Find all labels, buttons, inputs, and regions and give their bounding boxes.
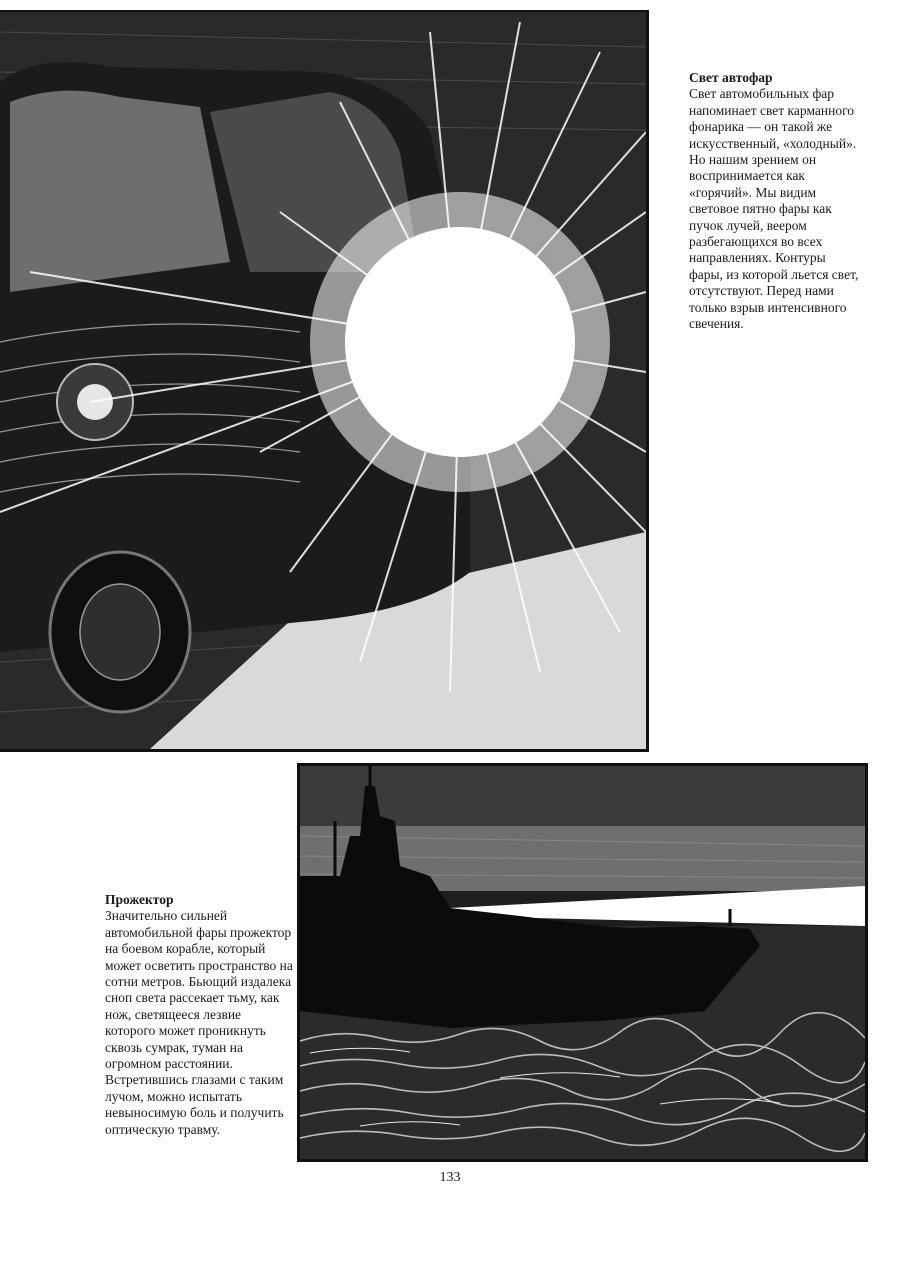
headlight-caption [689,70,859,333]
searchlight-illustration [297,763,868,1162]
searchlight-caption-body: Значительно сильней автомобильной фары прожектор на боевом корабле, который может осветить пространство на сотни метров. Бьющий издалека сноп света рассекает тьму, как нож, светящееся лезвие которого может проникнуть сквозь сумрак, туман на огромном расстоянии. Встретившись глазами с таким лучом, можно испытать невыносимую боль и получить оптическую травму. [105,908,293,1137]
headlight-caption-body: Свет автомобильных фар напоминает свет карманного фонарика — он такой же искусственный, «холодный». Но нашим зрением он воспринимается как «горячий». Мы видим световое пятно фары как пучок лучей, веером разбегающихся во всех направлениях. Контуры фары, из которой льется свет, отсутствуют. Перед нами только взрыв интенсивного свечения. [689,86,859,332]
headlight-illustration [0,10,649,752]
searchlight-caption [105,892,293,1138]
searchlight-caption-title: Прожектор [105,892,174,907]
headlight-caption-title: Свет автофар [689,70,773,85]
page-number: 133 [439,1170,461,1185]
